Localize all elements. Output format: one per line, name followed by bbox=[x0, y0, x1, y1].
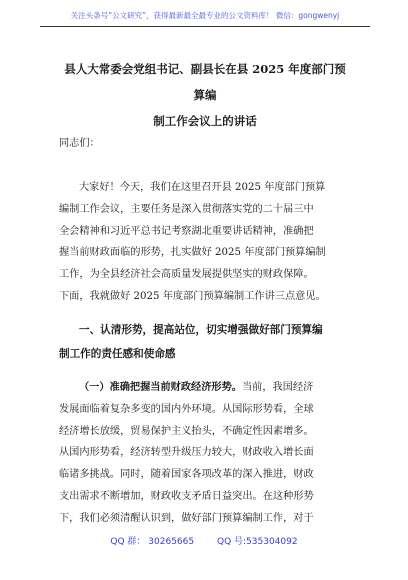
heading-line-1: 一、认清形势，提高站位，切实增强做好部门预算编 bbox=[79, 324, 323, 336]
page-footer bbox=[0, 534, 408, 547]
paragraph-first-line bbox=[59, 377, 349, 399]
paragraph-line: 下面，我就做好 2025 年度部门预算编制工作讲三点意见。 bbox=[59, 290, 326, 302]
page-header-banner: 关注头条号“公文研究”，获得最新最全最专业的公文资料库！ 微信：gongwenyj bbox=[40, 10, 370, 27]
title-line-2: 制工作会议上的讲话 bbox=[153, 114, 257, 128]
paragraph-line: 经济增长放缓，贸易保护主义抬头，不确定性因素增多。 bbox=[59, 425, 314, 437]
paragraph-line: 工作，为全县经济社会高质量发展提供坚实的财政保障。 bbox=[59, 269, 314, 281]
paragraph-line: 握当前财政面临的形势，扎实做好 2025 年度部门预算编制 bbox=[59, 247, 326, 259]
paragraph-first-line-rest: 当前，我国经济 bbox=[242, 382, 314, 393]
paragraph-line: 编制工作会议，主要任务是深入贯彻落实党的二十届三中 bbox=[59, 203, 314, 215]
paragraph-opening bbox=[59, 177, 349, 308]
paragraph-line: 全会精神和习近平总书记考察湖北重要讲话精神，准确把 bbox=[59, 225, 314, 237]
paragraph-line: 大家好！今天，我们在这里召开县 2025 年度部门预算 bbox=[79, 182, 326, 193]
document-title bbox=[60, 56, 350, 134]
paragraph-line: 临诸多挑战。同时，随着国家各项改革的深入推进，财政 bbox=[59, 469, 314, 481]
paragraph-line: 从国内形势看，经济转型升级压力较大，财政收入增长面 bbox=[59, 447, 314, 459]
paragraph-line: 发展面临着复杂多变的国内外环境。从国际形势看，全球 bbox=[59, 403, 314, 415]
subheading-lead: （一）准确把握当前财政经济形势。 bbox=[79, 381, 242, 393]
paragraph-line: 下，我们必须清醒认识到，做好部门预算编制工作，对于 bbox=[59, 512, 314, 524]
paragraph-situation bbox=[59, 377, 349, 530]
paragraph-line: 支出需求不断增加，财政收支矛盾日益突出。在这种形势 bbox=[59, 490, 314, 502]
section-heading-1 bbox=[59, 318, 349, 366]
qq-number: QQ 号:535304092 bbox=[216, 537, 298, 547]
salutation: 同志们： bbox=[59, 138, 100, 149]
heading-line-2: 制工作的责任感和使命感 bbox=[59, 348, 176, 360]
title-line-1: 县人大常委会党组书记、副县长在县 2025 年度部门预算编 bbox=[64, 62, 346, 102]
qq-group-number: QQ 群： 30265665 bbox=[110, 537, 195, 547]
